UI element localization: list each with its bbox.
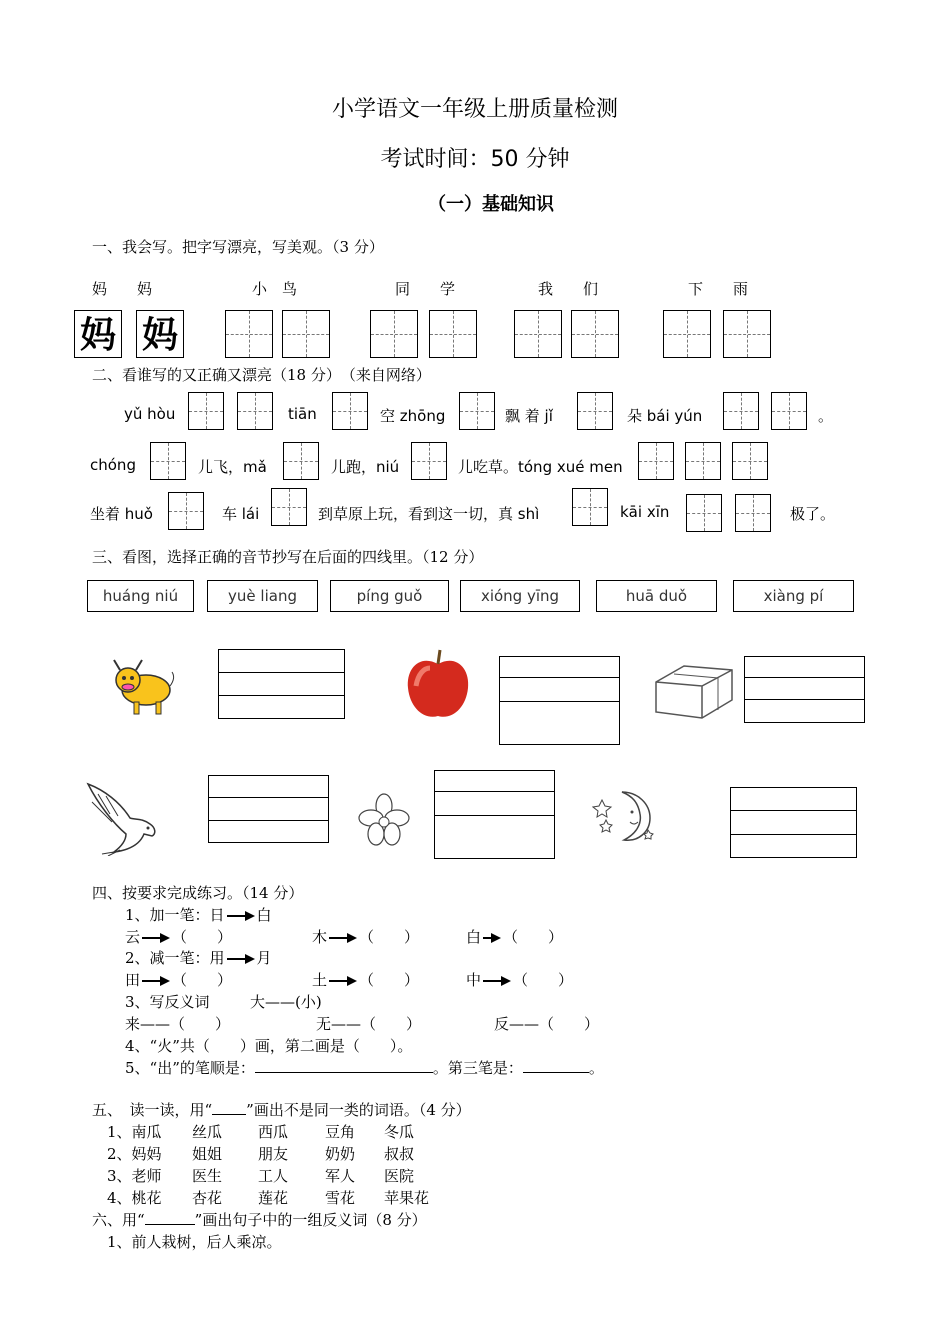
writing-grid[interactable] <box>411 442 447 480</box>
item-char: 木 <box>312 928 328 946</box>
writing-grid[interactable] <box>168 492 204 530</box>
writing-grid[interactable] <box>429 310 477 358</box>
antonym-item[interactable]: 来——（ ） <box>125 1015 231 1033</box>
underline-sample <box>145 1224 195 1225</box>
pinyin-text: 儿吃草。tóng xué men <box>458 458 623 476</box>
word-option[interactable]: 西瓜 <box>258 1123 289 1141</box>
writing-grid[interactable] <box>771 392 807 430</box>
arrow-icon <box>227 954 255 964</box>
word-row-start: 4、桃花 <box>107 1189 162 1207</box>
pinyin-text: chóng <box>90 456 136 474</box>
q6-heading <box>92 1209 427 1230</box>
word-option[interactable]: 豆角 <box>325 1123 356 1141</box>
writing-grid[interactable] <box>370 310 418 358</box>
q3-heading: 三、看图，选择正确的音节抄写在后面的四线里。（12 分） <box>92 548 484 566</box>
writing-grid[interactable] <box>723 392 759 430</box>
writing-grid[interactable] <box>283 442 319 480</box>
syllable-option[interactable]: xiàng pí <box>733 580 854 612</box>
q4-s2-item <box>466 969 573 990</box>
pinyin-text: kāi xīn <box>620 503 670 521</box>
stroke-order-label: 5、“出”的笔顺是： <box>125 1059 255 1077</box>
word-row-start: 1、南瓜 <box>107 1123 162 1141</box>
q6-item[interactable]: 1、前人栽树，后人乘凉。 <box>107 1233 282 1251</box>
word-option[interactable]: 姐姐 <box>192 1145 223 1163</box>
word-option[interactable]: 苹果花 <box>384 1189 430 1207</box>
writing-grid[interactable] <box>188 392 224 430</box>
word-option[interactable]: 军人 <box>325 1167 356 1185</box>
arrow-icon <box>142 976 170 986</box>
four-line-grid[interactable] <box>744 656 865 723</box>
syllable-option[interactable]: yuè liang <box>207 580 318 612</box>
writing-grid[interactable] <box>150 442 186 480</box>
example-answer: 白 <box>256 906 272 924</box>
sample-char-box-1: 妈 <box>74 310 122 358</box>
word-option[interactable]: 丝瓜 <box>192 1123 223 1141</box>
writing-grid[interactable] <box>571 310 619 358</box>
third-stroke-label: 。第三笔是： <box>432 1059 523 1077</box>
writing-grid[interactable] <box>237 392 273 430</box>
writing-grid[interactable] <box>514 310 562 358</box>
item-char: 土 <box>312 971 328 989</box>
q4-s1-item <box>466 926 563 947</box>
word-row-start: 2、妈妈 <box>107 1145 162 1163</box>
syllable-option[interactable]: xióng yīng <box>460 580 580 612</box>
syllable-option[interactable]: huáng niú <box>87 580 194 612</box>
answer-paren[interactable]: （ ） <box>172 971 233 989</box>
pinyin-text: 到草原上玩，看到这一切，真 shì <box>318 505 540 523</box>
writing-grid[interactable] <box>723 310 771 358</box>
page-title: 小学语文一年级上册质量检测 <box>331 97 618 122</box>
q5-heading-b: ”画出不是同一类的词语。（4 分） <box>246 1101 471 1119</box>
moon-icon <box>592 788 658 844</box>
writing-grid[interactable] <box>225 310 273 358</box>
arrow-icon <box>329 933 357 943</box>
q1-heading: 一、我会写。把字写漂亮，写美观。（3 分） <box>92 238 384 256</box>
answer-paren[interactable]: （ ） <box>359 928 420 946</box>
item-char: 中 <box>466 971 482 989</box>
cow-icon <box>106 652 178 718</box>
flower-icon <box>358 792 410 850</box>
word-option[interactable]: 杏花 <box>192 1189 223 1207</box>
q1-word-5: 下 雨 <box>688 280 749 298</box>
word-option[interactable]: 医院 <box>384 1167 415 1185</box>
writing-grid[interactable] <box>638 442 674 480</box>
answer-blank[interactable] <box>255 1072 433 1073</box>
part-heading: （一）基础知识 <box>428 194 554 215</box>
arrow-icon <box>483 976 511 986</box>
period: 。 <box>588 1059 604 1077</box>
answer-paren[interactable]: （ ） <box>513 971 574 989</box>
writing-grid[interactable] <box>732 442 768 480</box>
q4-s1 <box>125 904 272 925</box>
apple-icon <box>404 646 472 722</box>
eraser-icon <box>654 654 734 722</box>
pinyin-text: yǔ hòu <box>124 405 176 423</box>
word-option[interactable]: 雪花 <box>325 1189 356 1207</box>
word-option[interactable]: 奶奶 <box>325 1145 356 1163</box>
syllable-option[interactable]: huā duǒ <box>596 580 717 612</box>
sentence-end: 极了。 <box>790 505 836 523</box>
writing-grid[interactable] <box>282 310 330 358</box>
remove-stroke-title: 2、减一笔：用 <box>125 949 225 967</box>
eagle-icon <box>84 780 164 856</box>
word-row-start: 3、老师 <box>107 1167 162 1185</box>
four-line-grid[interactable] <box>730 787 857 858</box>
syllable-option[interactable]: píng guǒ <box>330 580 449 612</box>
pinyin-text: 坐着 huǒ <box>90 505 153 523</box>
writing-grid[interactable] <box>271 488 307 526</box>
antonym-title: 3、写反义词 <box>125 993 210 1011</box>
stroke-count-question[interactable]: 4、“火”共（ ）画，第二画是（ ）。 <box>125 1037 413 1055</box>
four-line-grid[interactable] <box>208 775 329 843</box>
q4-s2-item <box>312 969 419 990</box>
q1-word-4: 我 们 <box>538 280 599 298</box>
writing-grid[interactable] <box>572 488 608 526</box>
answer-blank[interactable] <box>523 1072 589 1073</box>
answer-paren[interactable]: （ ） <box>359 971 420 989</box>
q5-heading-a: 五、 读一读，用“ <box>92 1101 213 1119</box>
pinyin-text: 空 zhōng <box>380 407 446 425</box>
writing-grid[interactable] <box>577 392 613 430</box>
answer-paren[interactable]: （ ） <box>503 928 564 946</box>
q1-word-1: 妈 妈 <box>92 280 153 298</box>
item-char: 云 <box>125 928 141 946</box>
q6-heading-b: ”画出句子中的一组反义词（8 分） <box>194 1211 427 1229</box>
pinyin-text: 朵 bái yún <box>627 407 703 425</box>
word-option[interactable]: 朋友 <box>258 1145 289 1163</box>
writing-grid[interactable] <box>332 392 368 430</box>
word-option[interactable]: 莲花 <box>258 1189 289 1207</box>
arrow-icon <box>483 933 501 943</box>
word-option[interactable]: 医生 <box>192 1167 223 1185</box>
add-stroke-title: 1、加一笔：日 <box>125 906 225 924</box>
pinyin-text: 儿跑，niú <box>331 458 400 476</box>
stroke-order-question <box>125 1057 604 1078</box>
q5-heading <box>92 1099 471 1120</box>
q4-heading: 四、按要求完成练习。（14 分） <box>92 884 304 902</box>
q4-s2 <box>125 947 272 968</box>
q4-s2-item <box>125 969 232 990</box>
antonym-example: 大——(小) <box>250 993 322 1011</box>
underline-sample <box>212 1114 246 1115</box>
writing-grid[interactable] <box>685 442 721 480</box>
period: 。 <box>818 407 834 425</box>
arrow-icon <box>227 911 255 921</box>
item-char: 白 <box>466 928 482 946</box>
exam-time: 考试时间：50 分钟 <box>380 147 570 172</box>
word-option[interactable]: 工人 <box>258 1167 289 1185</box>
pinyin-text: 儿飞，mǎ <box>198 458 267 476</box>
answer-paren[interactable]: （ ） <box>172 928 233 946</box>
writing-grid[interactable] <box>459 392 495 430</box>
word-option[interactable]: 叔叔 <box>384 1145 415 1163</box>
q2-heading: 二、看谁写的又正确又漂亮（18 分） （来自网络） <box>92 366 431 384</box>
four-line-grid[interactable] <box>499 656 620 745</box>
item-char: 田 <box>125 971 141 989</box>
four-line-grid[interactable] <box>434 770 555 859</box>
q1-word-2: 小 鸟 <box>252 280 298 298</box>
antonym-item[interactable]: 无——（ ） <box>316 1015 422 1033</box>
writing-grid[interactable] <box>735 494 771 532</box>
four-line-grid[interactable] <box>218 649 345 719</box>
example-answer: 月 <box>256 949 272 967</box>
word-option[interactable]: 冬瓜 <box>384 1123 415 1141</box>
arrow-icon <box>142 933 170 943</box>
pinyin-text: tiān <box>288 405 317 423</box>
q4-s1-item <box>125 926 232 947</box>
sample-char-box-2: 妈 <box>136 310 184 358</box>
q4-s1-item <box>312 926 419 947</box>
writing-grid[interactable] <box>663 310 711 358</box>
pinyin-text: 车 lái <box>222 505 260 523</box>
pinyin-text: 飘 着 jǐ <box>505 407 553 425</box>
writing-grid[interactable] <box>686 494 722 532</box>
arrow-icon <box>329 976 357 986</box>
antonym-item[interactable]: 反——（ ） <box>494 1015 600 1033</box>
q6-heading-a: 六、用“ <box>92 1211 145 1229</box>
q1-word-3: 同 学 <box>395 280 456 298</box>
